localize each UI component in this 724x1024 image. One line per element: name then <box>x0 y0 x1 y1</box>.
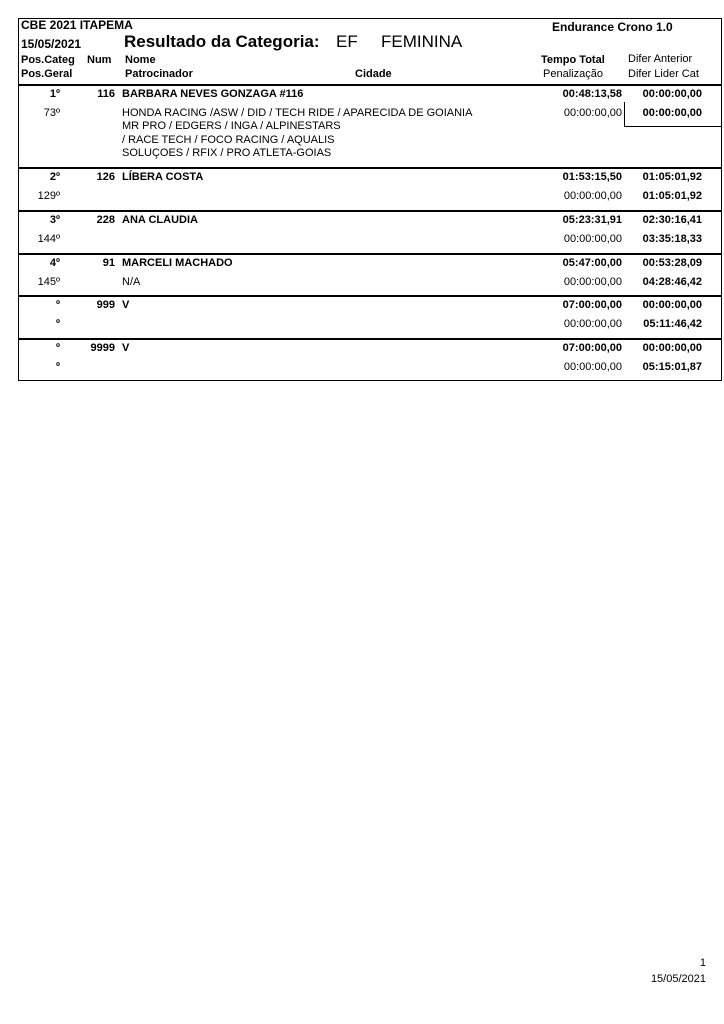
difer-anterior: 02:30:16,41 <box>642 214 702 226</box>
report-date: 15/05/2021 <box>21 37 82 51</box>
sponsor: N/A <box>122 276 141 288</box>
col-nome: Nome <box>125 54 156 66</box>
pos-categ: 1º <box>49 88 60 100</box>
num: 999 <box>96 299 115 311</box>
row-separator <box>18 167 722 169</box>
difer-lider: 04:28:46,42 <box>642 276 702 288</box>
col-tempo-total: Tempo Total <box>541 54 605 66</box>
pos-geral: º <box>55 361 60 373</box>
col-penalizacao: Penalização <box>543 68 603 80</box>
penalizacao: 00:00:00,00 <box>563 361 622 373</box>
difer-anterior: 00:00:00,00 <box>642 299 702 311</box>
pos-geral: º <box>55 318 60 330</box>
row-separator <box>18 295 722 297</box>
rider-name: V <box>122 342 130 354</box>
row-separator <box>18 210 722 212</box>
software-name: Endurance Crono 1.0 <box>552 20 673 34</box>
rider-name: BARBARA NEVES GONZAGA #116 <box>122 88 304 100</box>
rider-name: MARCELI MACHADO <box>122 257 233 269</box>
pos-categ: º <box>55 299 60 311</box>
num: 116 <box>97 88 115 100</box>
tempo-total: 01:53:15,50 <box>562 171 622 183</box>
col-patrocinador: Patrocinador <box>125 68 193 80</box>
tempo-total: 07:00:00,00 <box>562 299 622 311</box>
penalizacao: 00:00:00,00 <box>563 276 622 288</box>
col-difer-anterior: Difer Anterior <box>628 53 693 65</box>
penalizacao: 00:00:00,00 <box>563 190 622 202</box>
col-cidade: Cidade <box>355 68 392 80</box>
sponsor-line: MR PRO / EDGERS / INGA / ALPINESTARS <box>122 120 341 132</box>
pos-categ: 2º <box>49 171 60 183</box>
tempo-total: 05:23:31,91 <box>562 214 622 226</box>
event-title: CBE 2021 ITAPEMA <box>21 18 133 32</box>
pos-geral: 73º <box>43 107 60 119</box>
page-number: 1 <box>699 957 706 969</box>
pos-geral: 145º <box>37 276 60 288</box>
row-separator <box>18 84 722 86</box>
penalizacao: 00:00:00,00 <box>563 233 622 245</box>
category-code: EF <box>336 32 358 51</box>
sponsor-line: HONDA RACING /ASW / DID / TECH RIDE / APARECIDA DE GOIANIA <box>122 107 473 119</box>
pos-categ: 3º <box>49 214 60 226</box>
pos-geral: 144º <box>37 233 60 245</box>
col-pos-geral: Pos.Geral <box>21 68 73 80</box>
difer-anterior: 00:00:00,00 <box>642 88 702 100</box>
sponsor-line: / RACE TECH / FOCO RACING / AQUALIS <box>122 134 335 146</box>
difer-lider: 01:05:01,92 <box>642 190 702 202</box>
difer-anterior: 00:53:28,09 <box>642 257 702 269</box>
col-pos-categ: Pos.Categ <box>21 54 75 66</box>
col-num: Num <box>87 54 112 66</box>
difer-lider: 05:11:46,42 <box>643 318 702 330</box>
row-separator <box>18 338 722 340</box>
difer-anterior: 01:05:01,92 <box>642 171 702 183</box>
difer-anterior: 00:00:00,00 <box>642 342 702 354</box>
num: 228 <box>96 214 115 226</box>
tempo-total: 05:47:00,00 <box>562 257 622 269</box>
category-title-label: Resultado da Categoria: <box>124 32 320 51</box>
penalizacao: 00:00:00,00 <box>563 107 622 119</box>
pos-categ: 4º <box>49 257 60 269</box>
difer-lider: 03:35:18,33 <box>642 233 702 245</box>
num: 126 <box>96 171 115 183</box>
sponsor-line: SOLUÇOES / RFIX / PRO ATLETA-GOIAS <box>122 147 332 159</box>
cell-divider <box>624 126 722 127</box>
category-name: FEMININA <box>381 32 463 51</box>
rider-name: LÍBERA COSTA <box>122 171 204 183</box>
tempo-total: 00:48:13,58 <box>562 88 622 100</box>
rider-name: V <box>122 299 130 311</box>
tempo-total: 07:00:00,00 <box>562 342 622 354</box>
num: 9999 <box>90 342 115 354</box>
pos-geral: 129º <box>37 190 60 202</box>
num: 91 <box>102 257 115 269</box>
pos-categ: º <box>55 342 60 354</box>
row-separator <box>18 253 722 255</box>
penalizacao: 00:00:00,00 <box>563 318 622 330</box>
difer-lider: 00:00:00,00 <box>642 107 702 119</box>
rider-name: ANA CLAUDIA <box>122 214 198 226</box>
difer-lider: 05:15:01,87 <box>642 361 702 373</box>
footer-date: 15/05/2021 <box>650 973 706 985</box>
col-difer-lider: Difer Lider Cat <box>628 68 699 80</box>
